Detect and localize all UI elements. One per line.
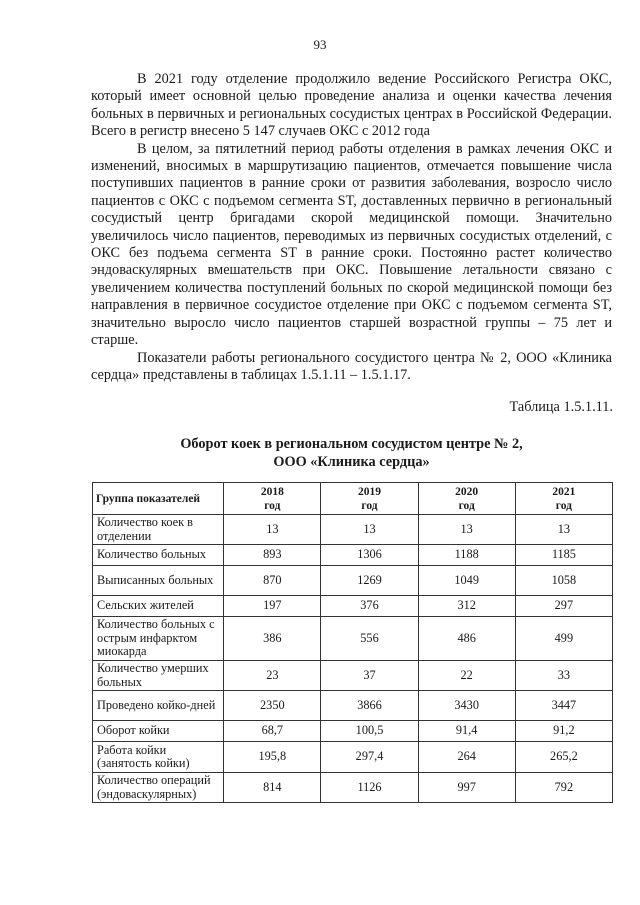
cell-value: 13 (224, 515, 321, 545)
header-year (515, 483, 612, 515)
cell-value: 556 (321, 617, 418, 661)
cell-value: 486 (418, 617, 515, 661)
table-row (93, 721, 613, 742)
paragraph-registry: В 2021 году отделение продолжило ведение Российского Регистра ОКС, который имеет основной целью проведение анализа и оценки качества лечения больных в первичных и региональных сосудистых центрах в Российской Федерации. Всего в регистр внесено 5 147 случаев ОКС с 2012 года (91, 71, 612, 140)
table-row (93, 545, 613, 566)
cell-value: 68,7 (224, 721, 321, 742)
table-title (91, 435, 612, 471)
header-year-suffix: год (458, 499, 475, 512)
table-row (93, 617, 613, 661)
table-title-line1: Оборот коек в региональном сосудистом центре № 2, (180, 436, 523, 452)
cell-value: 386 (224, 617, 321, 661)
cell-value: 13 (418, 515, 515, 545)
table-row (93, 515, 613, 545)
body-text (91, 71, 612, 384)
row-label: Количество больных с острым инфарктом миокарда (93, 617, 224, 661)
bed-turnover-table (92, 482, 613, 803)
cell-value: 997 (418, 773, 515, 803)
cell-value: 195,8 (224, 742, 321, 773)
table-row (93, 596, 613, 617)
cell-value: 3447 (515, 691, 612, 721)
cell-value: 814 (224, 773, 321, 803)
cell-value: 312 (418, 596, 515, 617)
table-header-row (93, 483, 613, 515)
table-row (93, 773, 613, 803)
row-label: Количество больных (93, 545, 224, 566)
header-year-value: 2021 (552, 485, 576, 498)
cell-value: 1058 (515, 566, 612, 596)
table-row (93, 661, 613, 691)
cell-value: 1188 (418, 545, 515, 566)
cell-value: 3866 (321, 691, 418, 721)
cell-value: 1185 (515, 545, 612, 566)
cell-value: 264 (418, 742, 515, 773)
row-label: Количество операций (эндоваскулярных) (93, 773, 224, 803)
cell-value: 1126 (321, 773, 418, 803)
paragraph-tables-reference: Показатели работы регионального сосудистого центра № 2, ООО «Клиника сердца» представлены в таблицах 1.5.1.11 – 1.5.1.17. (91, 349, 612, 383)
table-row (93, 566, 613, 596)
cell-value: 297,4 (321, 742, 418, 773)
cell-value: 33 (515, 661, 612, 691)
cell-value: 870 (224, 566, 321, 596)
cell-value: 376 (321, 596, 418, 617)
row-label: Проведено койко-дней (93, 691, 224, 721)
header-group: Группа показателей (93, 483, 224, 515)
cell-value: 2350 (224, 691, 321, 721)
header-year-value: 2020 (455, 485, 479, 498)
table-title-line2: ООО «Клиника сердца» (273, 454, 430, 470)
cell-value: 265,2 (515, 742, 612, 773)
cell-value: 3430 (418, 691, 515, 721)
row-label: Работа койки (занятость койки) (93, 742, 224, 773)
cell-value: 91,2 (515, 721, 612, 742)
row-label: Оборот койки (93, 721, 224, 742)
page-number: 93 (313, 37, 327, 52)
row-label: Количество умерших больных (93, 661, 224, 691)
cell-value: 1269 (321, 566, 418, 596)
cell-value: 1306 (321, 545, 418, 566)
paragraph-five-year-summary: В целом, за пятилетний период работы отделения в рамках лечения ОКС и изменений, вносимых в маршрутизацию пациентов, отмечается повышение числа поступивших пациентов в ранние сроки от развития заболевания, возросло число пациентов с ОКС с подъемом сегмента ST, доставленных первично в региональный сосудистый центр бригадами скорой медицинской помощи. Значительно увеличилось число пациентов, переводимых из первичных сосудистых отделений, с ОКС без подъема сегмента ST в ранние сроки. Постоянно растет количество эндоваскулярных вмешательств при ОКС. Повышение летальности связано с увеличением количества поступлений больных по скорой медицинской помощи без направления в первичное сосудистое отделение при ОКС с подъемом сегмента ST, значительно выросло число пациентов старшей возрастной группы – 75 лет и старше. (91, 140, 612, 349)
cell-value: 792 (515, 773, 612, 803)
table-caption: Таблица 1.5.1.11. (509, 399, 613, 415)
cell-value: 13 (321, 515, 418, 545)
header-year (224, 483, 321, 515)
table-row (93, 742, 613, 773)
header-year-suffix: год (264, 499, 281, 512)
cell-value: 100,5 (321, 721, 418, 742)
cell-value: 23 (224, 661, 321, 691)
cell-value: 297 (515, 596, 612, 617)
table-row (93, 691, 613, 721)
header-year (418, 483, 515, 515)
header-year-value: 2018 (260, 485, 284, 498)
header-year (321, 483, 418, 515)
header-year-suffix: год (555, 499, 572, 512)
cell-value: 197 (224, 596, 321, 617)
cell-value: 13 (515, 515, 612, 545)
row-label: Выписанных больных (93, 566, 224, 596)
cell-value: 499 (515, 617, 612, 661)
cell-value: 91,4 (418, 721, 515, 742)
cell-value: 22 (418, 661, 515, 691)
header-year-suffix: год (361, 499, 378, 512)
header-year-value: 2019 (358, 485, 381, 498)
row-label: Сельских жителей (93, 596, 224, 617)
cell-value: 893 (224, 545, 321, 566)
cell-value: 37 (321, 661, 418, 691)
cell-value: 1049 (418, 566, 515, 596)
row-label: Количество коек в отделении (93, 515, 224, 545)
